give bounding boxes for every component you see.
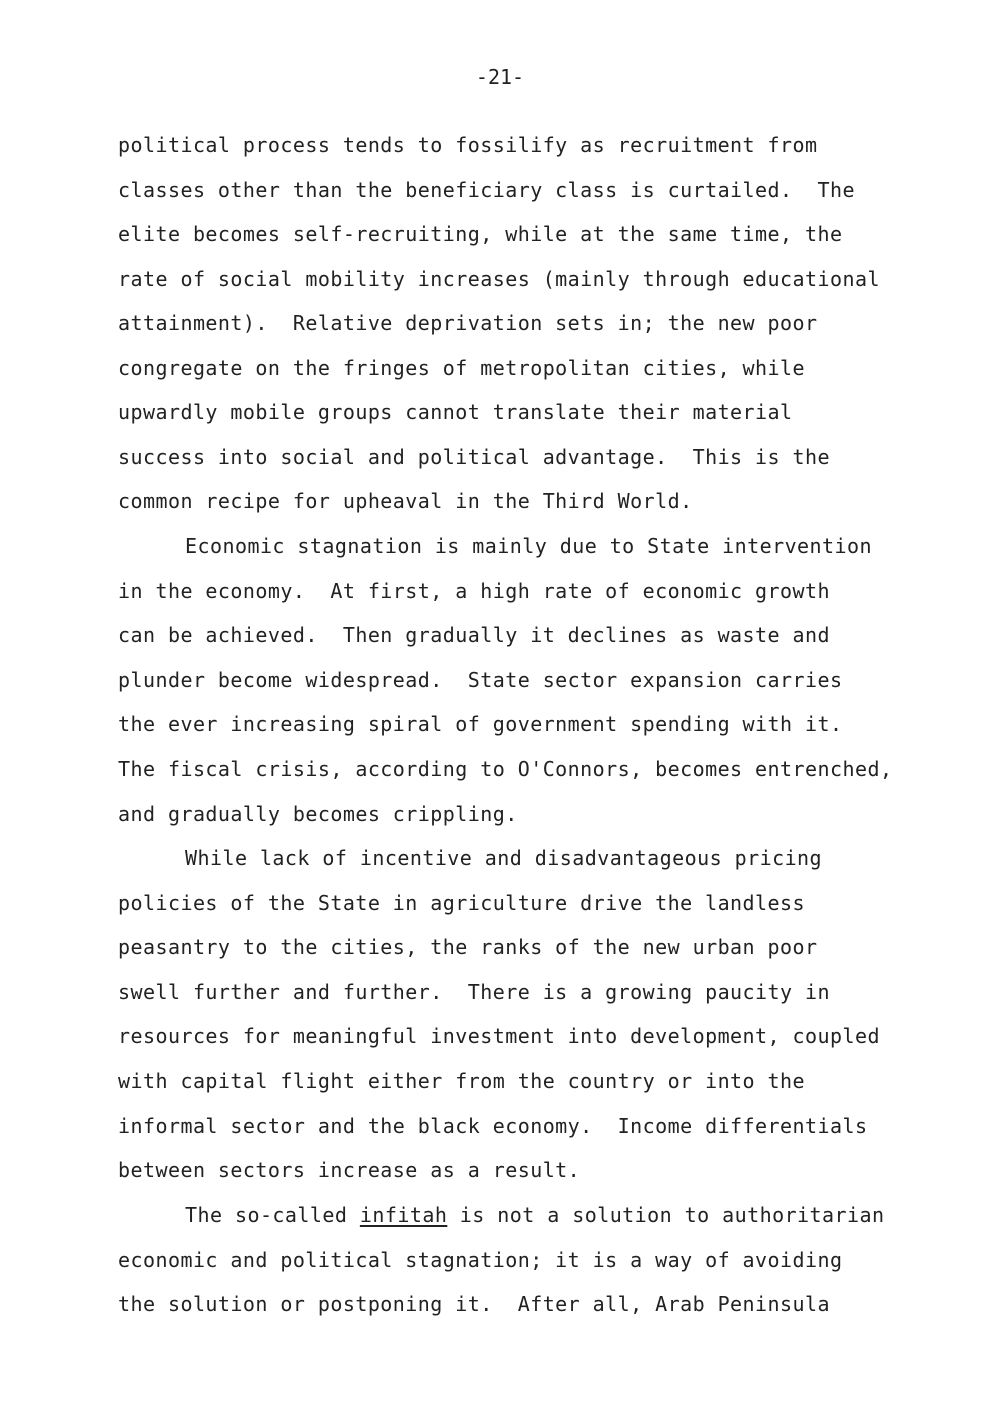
text-segment: The so-called	[185, 1203, 360, 1227]
text-line: attainment). Relative deprivation sets in; the new poor	[118, 311, 818, 335]
text-line: rate of social mobility increases (mainly through educational	[118, 267, 880, 291]
text-line: the solution or postponing it. After all, Arab Peninsula	[118, 1292, 830, 1316]
text-line: can be achieved. Then gradually it declines as waste and	[118, 623, 830, 647]
text-line: peasantry to the cities, the ranks of the new urban poor	[118, 935, 818, 959]
text-line: elite becomes self-recruiting, while at the same time, the	[118, 222, 843, 246]
text-line: the ever increasing spiral of government spending with it.	[118, 712, 843, 736]
text-line	[185, 1200, 885, 1230]
text-line: economic and political stagnation; it is a way of avoiding	[118, 1248, 843, 1272]
text-line: Economic stagnation is mainly due to State intervention	[185, 534, 873, 558]
text-line: success into social and political advantage. This is the	[118, 445, 830, 469]
text-line: classes other than the beneficiary class is curtailed. The	[118, 178, 855, 202]
underlined-term: infitah	[359, 1203, 448, 1227]
text-line: in the economy. At first, a high rate of economic growth	[118, 579, 830, 603]
text-line: and gradually becomes crippling.	[118, 802, 518, 826]
page-number: -21-	[475, 65, 525, 89]
text-line: The fiscal crisis, according to O'Connors, becomes entrenched,	[118, 757, 893, 781]
text-line: with capital flight either from the country or into the	[118, 1069, 806, 1093]
text-line: congregate on the fringes of metropolitan cities, while	[118, 356, 806, 380]
text-line: upwardly mobile groups cannot translate their material	[118, 400, 793, 424]
text-line: plunder become widespread. State sector expansion carries	[118, 668, 843, 692]
text-line: political process tends to fossilify as recruitment from	[118, 133, 818, 157]
text-segment: is not a solution to authoritarian	[447, 1203, 885, 1227]
text-line: policies of the State in agriculture drive the landless	[118, 891, 806, 915]
text-line: common recipe for upheaval in the Third World.	[118, 489, 693, 513]
text-line: resources for meaningful investment into development, coupled	[118, 1024, 880, 1048]
text-line: informal sector and the black economy. Income differentials	[118, 1114, 868, 1138]
text-line: While lack of incentive and disadvantageous pricing	[185, 846, 823, 870]
text-line: swell further and further. There is a growing paucity in	[118, 980, 830, 1004]
text-line: between sectors increase as a result.	[118, 1158, 581, 1182]
